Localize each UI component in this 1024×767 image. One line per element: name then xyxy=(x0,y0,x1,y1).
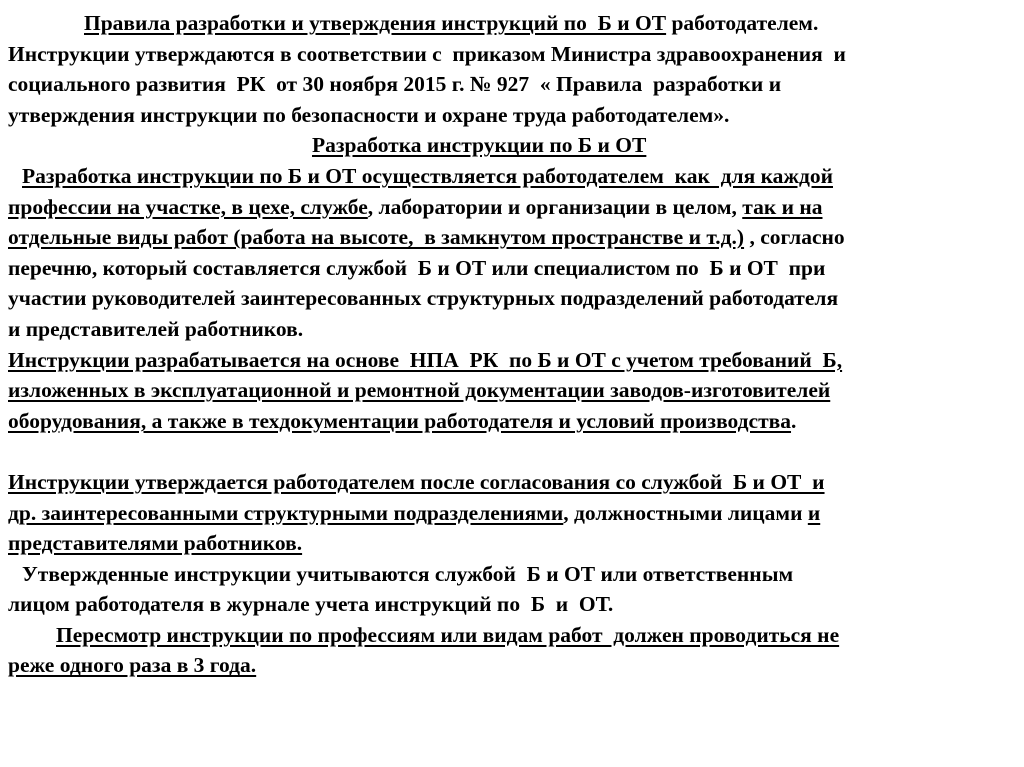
text-line xyxy=(8,406,1016,437)
underlined-text: реже одного раза в 3 года. xyxy=(8,653,257,678)
blank-line xyxy=(8,436,1016,467)
underlined-text: Инструкции разрабатывается на основе НПА РК по Б и ОТ с учетом требований Б, xyxy=(8,347,843,372)
text-line xyxy=(8,161,1016,192)
text-line xyxy=(8,222,1016,253)
text-line xyxy=(8,620,1016,651)
text-line: социального развития РК от 30 ноября 2015 г. № 927 « Правила разработки и xyxy=(8,72,782,97)
section-heading: Разработка инструкции по Б и ОТ xyxy=(312,133,647,158)
plain-text: , согласно xyxy=(744,225,845,250)
document-body xyxy=(8,8,1016,681)
heading-title: Правила разработки и утверждения инструкций по Б и ОТ xyxy=(84,11,667,35)
text-line: лицом работодателя в журнале учета инструкций по Б и ОТ. xyxy=(8,592,614,617)
text-line: утверждения инструкции по безопасности и охране труда работодателем». xyxy=(8,102,730,127)
underlined-text: др. заинтересованными структурными подразделениями xyxy=(8,500,564,525)
plain-text: , должностными лицами xyxy=(563,500,808,525)
text-line xyxy=(8,528,1016,559)
section-heading-line xyxy=(8,130,1016,161)
text-line xyxy=(8,498,1016,529)
text-line: Утвержденные инструкции учитываются службой Б и ОТ или ответственным xyxy=(22,561,794,586)
text-line xyxy=(8,345,1016,376)
plain-text: . xyxy=(791,408,797,433)
plain-text: , лаборатории и организации в целом, xyxy=(367,194,743,219)
text-line: и представителей работников. xyxy=(8,316,304,341)
underlined-text: Пересмотр инструкции по профессиям или видам работ должен проводиться не xyxy=(56,622,840,647)
underlined-text: представителями работников. xyxy=(8,531,303,556)
heading-title-tail: работодателем. xyxy=(666,11,819,35)
underlined-text: изложенных в эксплуатационной и ремонтной документации заводов-изготовителей xyxy=(8,378,831,403)
text-line: Инструкции утверждаются в соответствии с приказом Министра здравоохранения и xyxy=(8,41,846,66)
underlined-text: отдельные виды работ (работа на высоте, в замкнутом пространстве и т.д.) xyxy=(8,225,745,250)
underlined-text: Инструкции утверждается работодателем после согласования со службой Б и ОТ и xyxy=(8,469,825,494)
underlined-text: Разработка инструкции по Б и ОТ осуществляется работодателем как для каждой xyxy=(22,163,833,188)
underlined-text: так и на xyxy=(742,194,823,219)
text-line: перечню, который составляется службой Б и ОТ или специалистом по Б и ОТ при xyxy=(8,255,826,280)
text-line: участии руководителей заинтересованных структурных подразделений работодателя xyxy=(8,286,839,311)
underlined-text: профессии на участке, в цехе, службе xyxy=(8,194,368,219)
text-line xyxy=(8,192,1016,223)
text-line xyxy=(8,467,1016,498)
heading-line xyxy=(8,8,1016,39)
text-line xyxy=(8,375,1016,406)
underlined-text: оборудования, а также в техдокументации работодателя и условий производства xyxy=(8,408,792,433)
text-line xyxy=(8,650,1016,681)
underlined-text: и xyxy=(807,500,821,525)
